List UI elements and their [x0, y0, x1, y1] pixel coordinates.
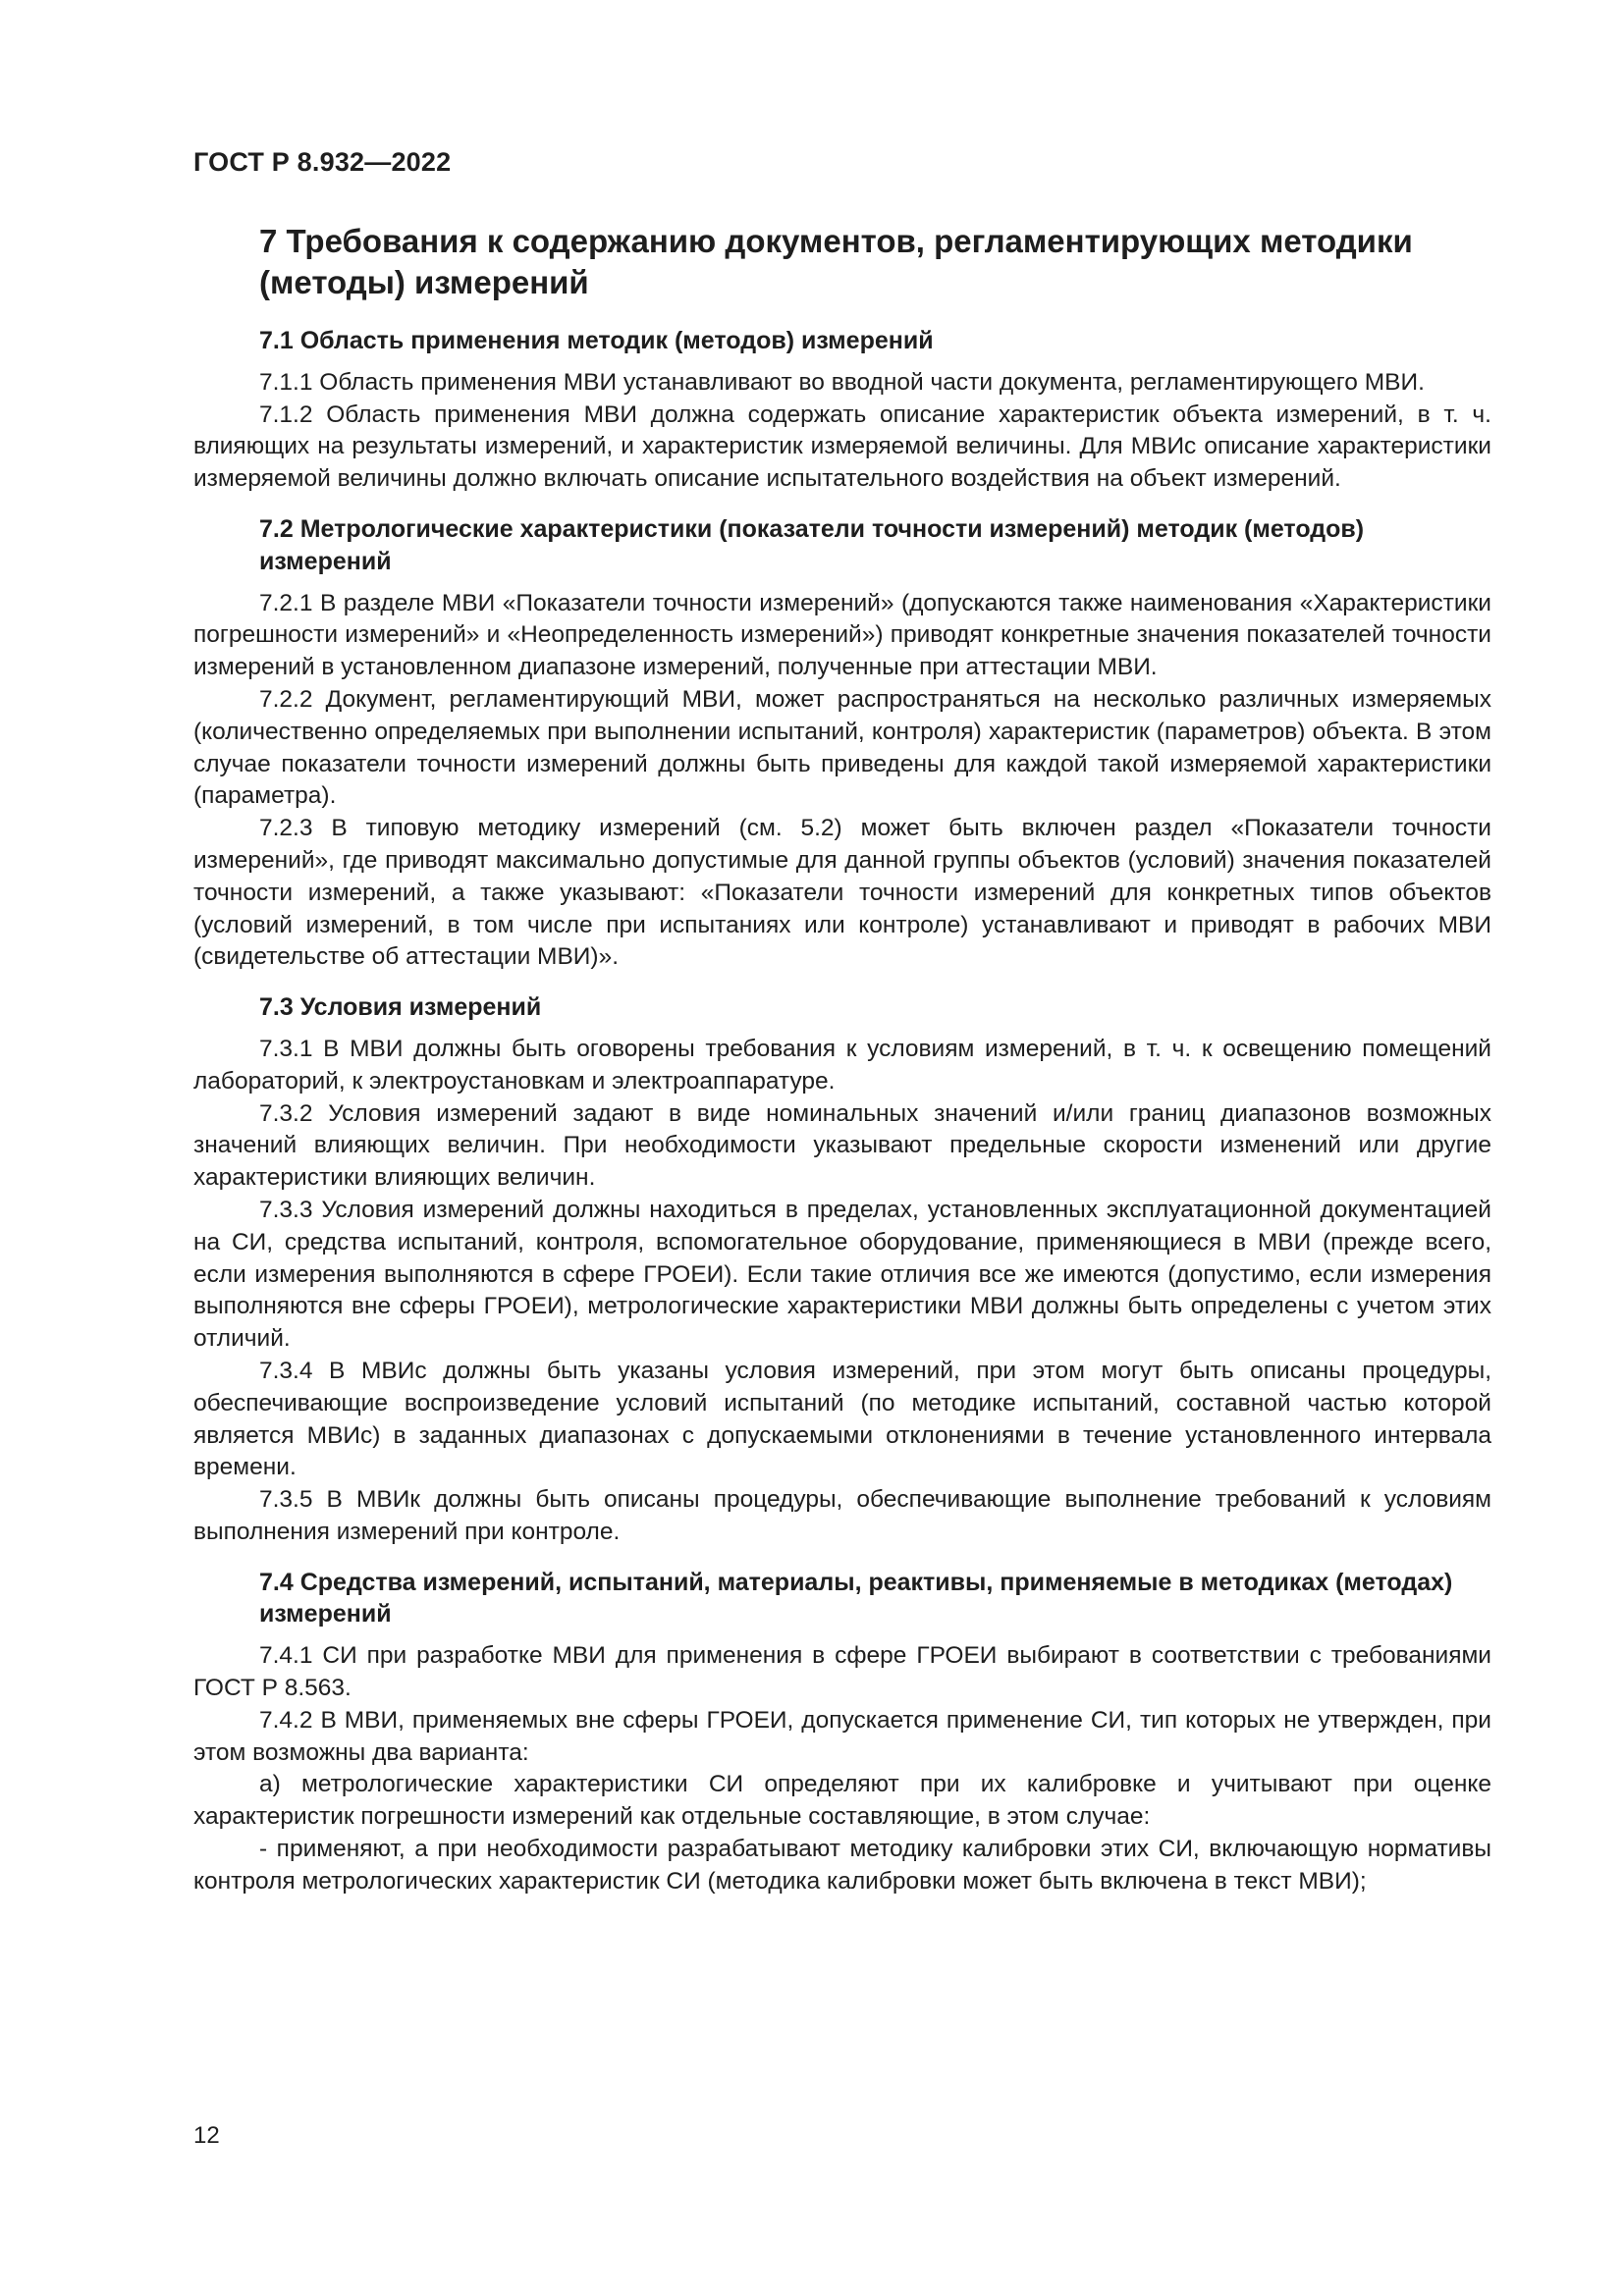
paragraph-7-3-4: 7.3.4 В МВИс должны быть указаны условия измерений, при этом могут быть описаны процедуры, обеспечивающие воспроизведение условий испытаний (по методике испытаний, составной частью которой является МВИс) в заданных диапазонах с допускаемыми отклонениями в течение установленного интервала времени. [193, 1357, 1491, 1481]
subsection-heading-7-2: 7.2 Метрологические характеристики (показатели точности измерений) методик (методов) измерений [259, 514, 1365, 575]
paragraph-7-3-2: 7.3.2 Условия измерений задают в виде номинальных значений и/или границ диапазонов возможных значений влияющих величин. При необходимости указывают предельные скорости изменений или другие характеристики влияющих величин. [193, 1099, 1491, 1192]
paragraph-7-4-2: 7.4.2 В МВИ, применяемых вне сферы ГРОЕИ, допускается применение СИ, тип которых не утвержден, при этом возможны два варианта: [193, 1706, 1491, 1766]
paragraph-7-3-5: 7.3.5 В МВИк должны быть описаны процедуры, обеспечивающие выполнение требований к условиям выполнения измерений при контроле. [193, 1486, 1491, 1545]
paragraph-7-1-2: 7.1.2 Область применения МВИ должна содержать описание характеристик объекта измерений, в т. ч. влияющих на результаты измерений, и характеристик измеряемой величины. Для МВИс описание характеристики измеряемой величины должно включать описание испытательного воздействия на объект измерений. [193, 400, 1491, 493]
subsection-heading-7-3: 7.3 Условия измерений [259, 993, 542, 1022]
list-item-dash: - применяют, а при необходимости разрабатывают методику калибровки этих СИ, включающую нормативы контроля метрологических характеристик СИ (методика калибровки может быть включена в текст МВИ); [193, 1836, 1491, 1895]
document-standard-header: ГОСТ Р 8.932—2022 [193, 147, 452, 177]
page-number: 12 [193, 2122, 220, 2149]
section-title: 7 Требования к содержанию документов, регламентирующих методики (методы) измерений [259, 223, 1413, 300]
paragraph-7-4-1: 7.4.1 СИ при разработке МВИ для применения в сфере ГРОЕИ выбирают в соответствии с требованиями ГОСТ Р 8.563. [193, 1642, 1491, 1702]
paragraph-7-1-1: 7.1.1 Область применения МВИ устанавливают во вводной части документа, регламентирующего МВИ. [259, 368, 1425, 396]
page-content [193, 221, 1491, 1898]
paragraph-7-3-3: 7.3.3 Условия измерений должны находиться в пределах, установленных эксплуатационной документацией на СИ, средства испытаний, контроля, вспомогательное оборудование, применяющиеся в МВИ (прежде всего, если измерения выполняются в сфере ГРОЕИ). Если такие отличия все же имеются (допустимо, если измерения выполняются вне сферы ГРОЕИ), метрологические характеристики МВИ должны быть определены с учетом этих отличий. [193, 1196, 1491, 1353]
paragraph-7-2-3: 7.2.3 В типовую методику измерений (см. 5.2) может быть включен раздел «Показатели точности измерений», где приводят максимально допустимые для данной группы объектов (условий) значения показателей точности измерений, а также указывают: «Показатели точности измерений для конкретных типов объектов (условий измерений, в том числе при испытаниях или контроле) устанавливают и приводят в рабочих МВИ (свидетельстве об аттестации МВИ)». [193, 815, 1491, 971]
paragraph-7-2-1: 7.2.1 В разделе МВИ «Показатели точности измерений» (допускаются также наименования «Характеристики погрешности измерений» и «Неопределенность измерений») приводят конкретные значения показателей точности измерений в установленном диапазоне измерений, полученные при аттестации МВИ. [193, 589, 1491, 681]
subsection-heading-7-4: 7.4 Средства измерений, испытаний, материалы, реактивы, применяемые в методиках (методах) измерений [259, 1568, 1453, 1629]
list-item-a: а) метрологические характеристики СИ определяют при их калибровке и учитывают при оценке характеристик погрешности измерений как отдельные составляющие, в этом случае: [193, 1771, 1491, 1831]
paragraph-7-3-1: 7.3.1 В МВИ должны быть оговорены требования к условиям измерений, в т. ч. к освещению помещений лабораторий, к электроустановкам и электроаппаратуре. [193, 1035, 1491, 1095]
paragraph-7-2-2: 7.2.2 Документ, регламентирующий МВИ, может распространяться на несколько различных измеряемых (количественно определяемых при выполнении испытаний, контроля) характеристик (параметров) объекта. В этом случае показатели точности измерений должны быть приведены для каждой такой измеряемой характеристики (параметра). [193, 685, 1491, 810]
subsection-heading-7-1: 7.1 Область применения методик (методов) измерений [259, 327, 934, 354]
